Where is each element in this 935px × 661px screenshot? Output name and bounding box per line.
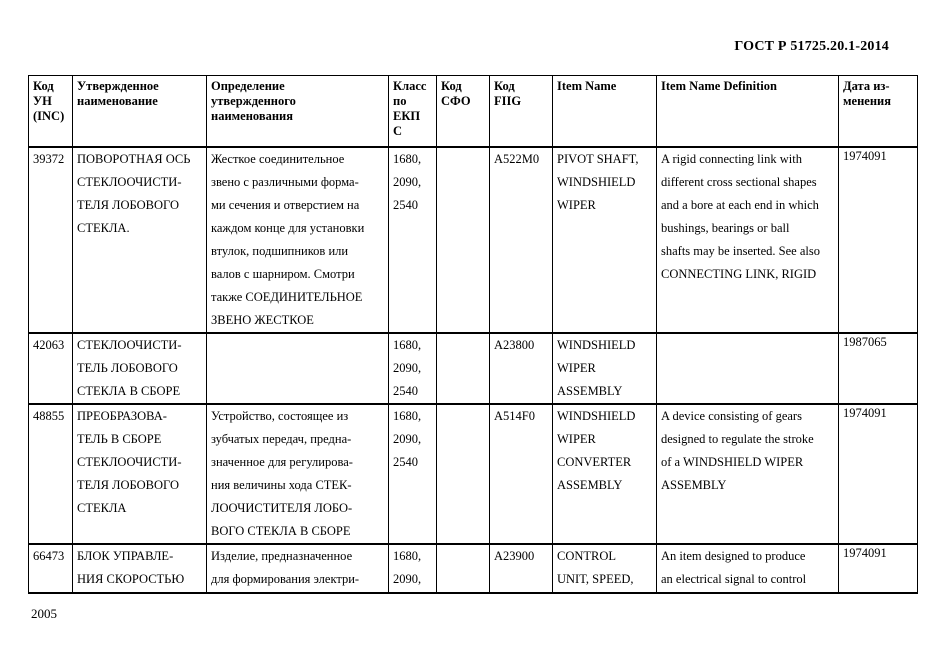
sfo-cell <box>437 147 490 333</box>
text-line: СТЕКЛООЧИСТИ- <box>77 175 182 189</box>
cell-text: 1974091 <box>843 546 887 560</box>
text-line: СФО <box>441 94 471 108</box>
text-line: and a bore at each end in which <box>661 198 819 212</box>
text-line: 2090, <box>393 175 422 189</box>
definition-cell <box>207 544 389 593</box>
text-line: 2540 <box>393 198 418 212</box>
approved-name-cell <box>73 333 207 404</box>
text-line: Item Name <box>557 79 617 93</box>
text-line: НИЯ СКОРОСТЬЮ <box>77 572 185 586</box>
ekps-class-cell <box>389 333 437 404</box>
text-line: ПОВОРОТНАЯ ОСЬ <box>77 152 191 166</box>
change-date-cell <box>839 404 918 544</box>
text-line: (INC) <box>33 109 65 123</box>
inc-cell <box>29 404 73 544</box>
text-line: ЕКП <box>393 109 421 123</box>
text-line: СТЕКЛООЧИСТИ- <box>77 338 182 352</box>
cell-text: 39372 <box>33 152 65 166</box>
text-line: ми сечения и отверстием на <box>211 198 360 212</box>
header-sfo <box>437 76 490 148</box>
text-line: СТЕКЛА <box>77 501 127 515</box>
text-line: ния величины хода СТЕК- <box>211 478 352 492</box>
header-definition <box>207 76 389 148</box>
text-line: утвержденного <box>211 94 296 108</box>
item-name-definition-cell <box>657 544 839 593</box>
text-line: СТЕКЛООЧИСТИ- <box>77 455 182 469</box>
text-line: каждом конце для установки <box>211 221 365 235</box>
text-line: звено с различными форма- <box>211 175 359 189</box>
text-line: Код <box>441 79 462 93</box>
text-line: Изделие, предназначенное <box>211 549 353 563</box>
text-line: an electrical signal to control <box>661 572 807 586</box>
text-line: 2090, <box>393 572 422 586</box>
header-approved-name <box>73 76 207 148</box>
document-id-header: ГОСТ Р 51725.20.1-2014 <box>734 39 889 54</box>
table-row <box>29 333 918 404</box>
text-line: of a WINDSHIELD WIPER <box>661 455 804 469</box>
text-line: СТЕКЛА. <box>77 221 130 235</box>
text-line: CONVERTER <box>557 455 632 469</box>
text-line: ПРЕОБРАЗОВА- <box>77 409 167 423</box>
text-line: ВОГО СТЕКЛА В СБОРЕ <box>211 524 351 538</box>
text-line: Код <box>33 79 54 93</box>
text-line: Жесткое соединительное <box>211 152 345 166</box>
text-line: валов с шарниром. Смотри <box>211 267 355 281</box>
text-line: CONNECTING LINK, RIGID <box>661 267 817 281</box>
cell-text: 1974091 <box>843 149 887 163</box>
text-line: UNIT, SPEED, <box>557 572 634 586</box>
cell-text: A23900 <box>494 549 535 563</box>
table-header-row <box>29 76 918 148</box>
text-line: WIPER <box>557 432 596 446</box>
text-line: Устройство, состоящее из <box>211 409 349 423</box>
item-name-cell <box>553 333 657 404</box>
text-line: 1680, <box>393 549 422 563</box>
cell-text: 1974091 <box>843 406 887 420</box>
text-line: С <box>393 124 403 138</box>
approved-name-cell <box>73 404 207 544</box>
text-line: ТЕЛЯ ЛОБОВОГО <box>77 198 179 212</box>
definition-cell <box>207 333 389 404</box>
header-inc <box>29 76 73 148</box>
text-line: 2090, <box>393 361 422 375</box>
change-date-cell <box>839 544 918 593</box>
text-line: Класс <box>393 79 427 93</box>
text-line: значенное для регулирова- <box>211 455 353 469</box>
text-line: CONTROL <box>557 549 617 563</box>
sfo-cell <box>437 404 490 544</box>
text-line: different cross sectional shapes <box>661 175 817 189</box>
text-line: для формирования электри- <box>211 572 360 586</box>
text-line: по <box>393 94 407 108</box>
text-line: ASSEMBLY <box>557 478 623 492</box>
text-line: An item designed to produce <box>661 549 806 563</box>
text-line: WIPER <box>557 361 596 375</box>
ekps-class-cell <box>389 147 437 333</box>
text-line: A device consisting of gears <box>661 409 802 423</box>
cell-text: A23800 <box>494 338 535 352</box>
text-line: Дата из- <box>843 79 890 93</box>
cell-text: 42063 <box>33 338 65 352</box>
text-line: Утвержденное <box>77 79 159 93</box>
text-line: также СОЕДИНИТЕЛЬНОЕ <box>211 290 363 304</box>
table-row <box>29 404 918 544</box>
text-line: БЛОК УПРАВЛЕ- <box>77 549 174 563</box>
text-line: 2540 <box>393 384 418 398</box>
fiig-cell <box>490 147 553 333</box>
header-ekps-class <box>389 76 437 148</box>
cell-text: 66473 <box>33 549 65 563</box>
cell-text: 1987065 <box>843 335 887 349</box>
item-name-definition-cell <box>657 333 839 404</box>
fiig-cell <box>490 544 553 593</box>
text-line: ЛООЧИСТИТЕЛЯ ЛОБО- <box>211 501 353 515</box>
text-line: WIPER <box>557 198 596 212</box>
text-line: ТЕЛЬ В СБОРЕ <box>77 432 162 446</box>
table-row <box>29 147 918 333</box>
text-line: 2540 <box>393 455 418 469</box>
text-line: Item Name Definition <box>661 79 777 93</box>
definition-cell <box>207 404 389 544</box>
text-line: СТЕКЛА В СБОРЕ <box>77 384 181 398</box>
text-line: PIVOT SHAFT, <box>557 152 639 166</box>
text-line: ТЕЛЯ ЛОБОВОГО <box>77 478 179 492</box>
text-line: ТЕЛЬ ЛОБОВОГО <box>77 361 178 375</box>
header-item-name <box>553 76 657 148</box>
change-date-cell <box>839 147 918 333</box>
item-name-definition-cell <box>657 404 839 544</box>
text-line: WINDSHIELD <box>557 175 636 189</box>
text-line: наименования <box>211 109 294 123</box>
text-line: ASSEMBLY <box>557 384 623 398</box>
definition-cell <box>207 147 389 333</box>
inc-cell <box>29 544 73 593</box>
text-line: 1680, <box>393 152 422 166</box>
header-fiig <box>490 76 553 148</box>
text-line: WINDSHIELD <box>557 338 636 352</box>
text-line: менения <box>843 94 891 108</box>
text-line: УН <box>33 94 52 108</box>
fiig-cell <box>490 333 553 404</box>
approved-name-cell <box>73 544 207 593</box>
text-line: FIIG <box>494 94 522 108</box>
text-line: A rigid connecting link with <box>661 152 802 166</box>
text-line: наименование <box>77 94 158 108</box>
header-change-date <box>839 76 918 148</box>
text-line: втулок, подшипников или <box>211 244 349 258</box>
table-row <box>29 544 918 593</box>
text-line: bushings, bearings or ball <box>661 221 790 235</box>
item-name-cell <box>553 404 657 544</box>
item-name-cell <box>553 544 657 593</box>
text-line: зубчатых передач, предна- <box>211 432 352 446</box>
fiig-cell <box>490 404 553 544</box>
sfo-cell <box>437 544 490 593</box>
text-line: 2090, <box>393 432 422 446</box>
cell-text: A522M0 <box>494 152 540 166</box>
approved-name-cell <box>73 147 207 333</box>
text-line: Определение <box>211 79 285 93</box>
catalog-table <box>28 75 918 594</box>
text-line: shafts may be inserted. See also <box>661 244 820 258</box>
inc-cell <box>29 333 73 404</box>
text-line: 1680, <box>393 338 422 352</box>
text-line: Код <box>494 79 515 93</box>
text-line: WINDSHIELD <box>557 409 636 423</box>
cell-text: 48855 <box>33 409 65 423</box>
cell-text: A514F0 <box>494 409 535 423</box>
text-line: 1680, <box>393 409 422 423</box>
ekps-class-cell <box>389 404 437 544</box>
inc-cell <box>29 147 73 333</box>
change-date-cell <box>839 333 918 404</box>
text-line: designed to regulate the stroke <box>661 432 814 446</box>
item-name-cell <box>553 147 657 333</box>
sfo-cell <box>437 333 490 404</box>
text-line: ЗВЕНО ЖЕСТКОЕ <box>211 313 314 327</box>
text-line: ASSEMBLY <box>661 478 727 492</box>
header-item-name-definition <box>657 76 839 148</box>
page-number: 2005 <box>31 606 57 621</box>
ekps-class-cell <box>389 544 437 593</box>
item-name-definition-cell <box>657 147 839 333</box>
